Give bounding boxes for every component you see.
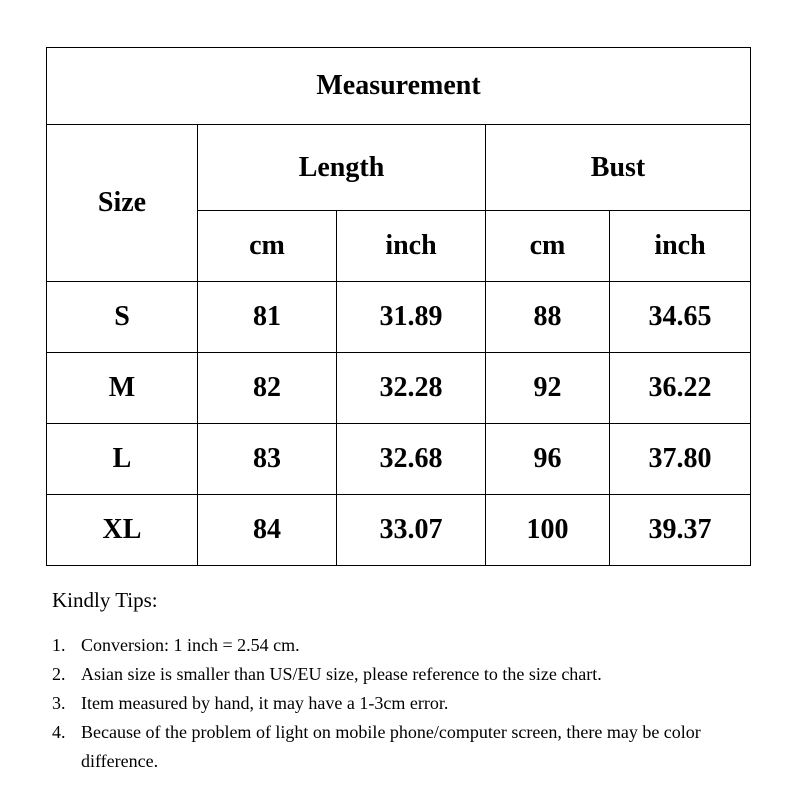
length-cm-header: cm — [198, 211, 337, 282]
length-cm-cell: 81 — [198, 282, 337, 353]
length-cm-cell: 84 — [198, 495, 337, 566]
tips-section — [52, 588, 752, 776]
bust-inch-cell: 37.80 — [610, 424, 751, 495]
size-cell: L — [47, 424, 198, 495]
size-cell: S — [47, 282, 198, 353]
bust-cm-cell: 92 — [486, 353, 610, 424]
bust-inch-cell: 36.22 — [610, 353, 751, 424]
list-item — [52, 660, 752, 689]
list-item — [52, 689, 752, 718]
tip-text: Because of the problem of light on mobile phone/computer screen, there may be color difference. — [81, 722, 701, 771]
table-row — [47, 424, 751, 495]
list-item — [52, 631, 752, 660]
tip-text: Conversion: 1 inch = 2.54 cm. — [81, 635, 300, 655]
length-inch-cell: 32.28 — [337, 353, 486, 424]
table-row — [47, 282, 751, 353]
bust-cm-header: cm — [486, 211, 610, 282]
length-cm-cell: 83 — [198, 424, 337, 495]
tip-number: 1. — [52, 635, 66, 655]
table-title: Measurement — [47, 48, 751, 125]
tips-list — [52, 631, 752, 776]
tip-number: 4. — [52, 722, 66, 742]
length-inch-cell: 33.07 — [337, 495, 486, 566]
bust-cm-cell: 100 — [486, 495, 610, 566]
bust-inch-cell: 39.37 — [610, 495, 751, 566]
tip-number: 3. — [52, 693, 66, 713]
size-cell: XL — [47, 495, 198, 566]
size-cell: M — [47, 353, 198, 424]
bust-header: Bust — [486, 125, 751, 211]
length-inch-cell: 32.68 — [337, 424, 486, 495]
bust-inch-cell: 34.65 — [610, 282, 751, 353]
size-header: Size — [47, 125, 198, 282]
tip-text: Asian size is smaller than US/EU size, please reference to the size chart. — [81, 664, 602, 684]
size-chart-table — [46, 47, 751, 566]
table-row — [47, 495, 751, 566]
table-row — [47, 353, 751, 424]
tip-text: Item measured by hand, it may have a 1-3cm error. — [81, 693, 449, 713]
tip-number: 2. — [52, 664, 66, 684]
bust-inch-header: inch — [610, 211, 751, 282]
list-item — [52, 718, 752, 776]
bust-cm-cell: 88 — [486, 282, 610, 353]
length-inch-cell: 31.89 — [337, 282, 486, 353]
bust-cm-cell: 96 — [486, 424, 610, 495]
length-header: Length — [198, 125, 486, 211]
length-cm-cell: 82 — [198, 353, 337, 424]
tips-title: Kindly Tips: — [52, 588, 158, 612]
length-inch-header: inch — [337, 211, 486, 282]
